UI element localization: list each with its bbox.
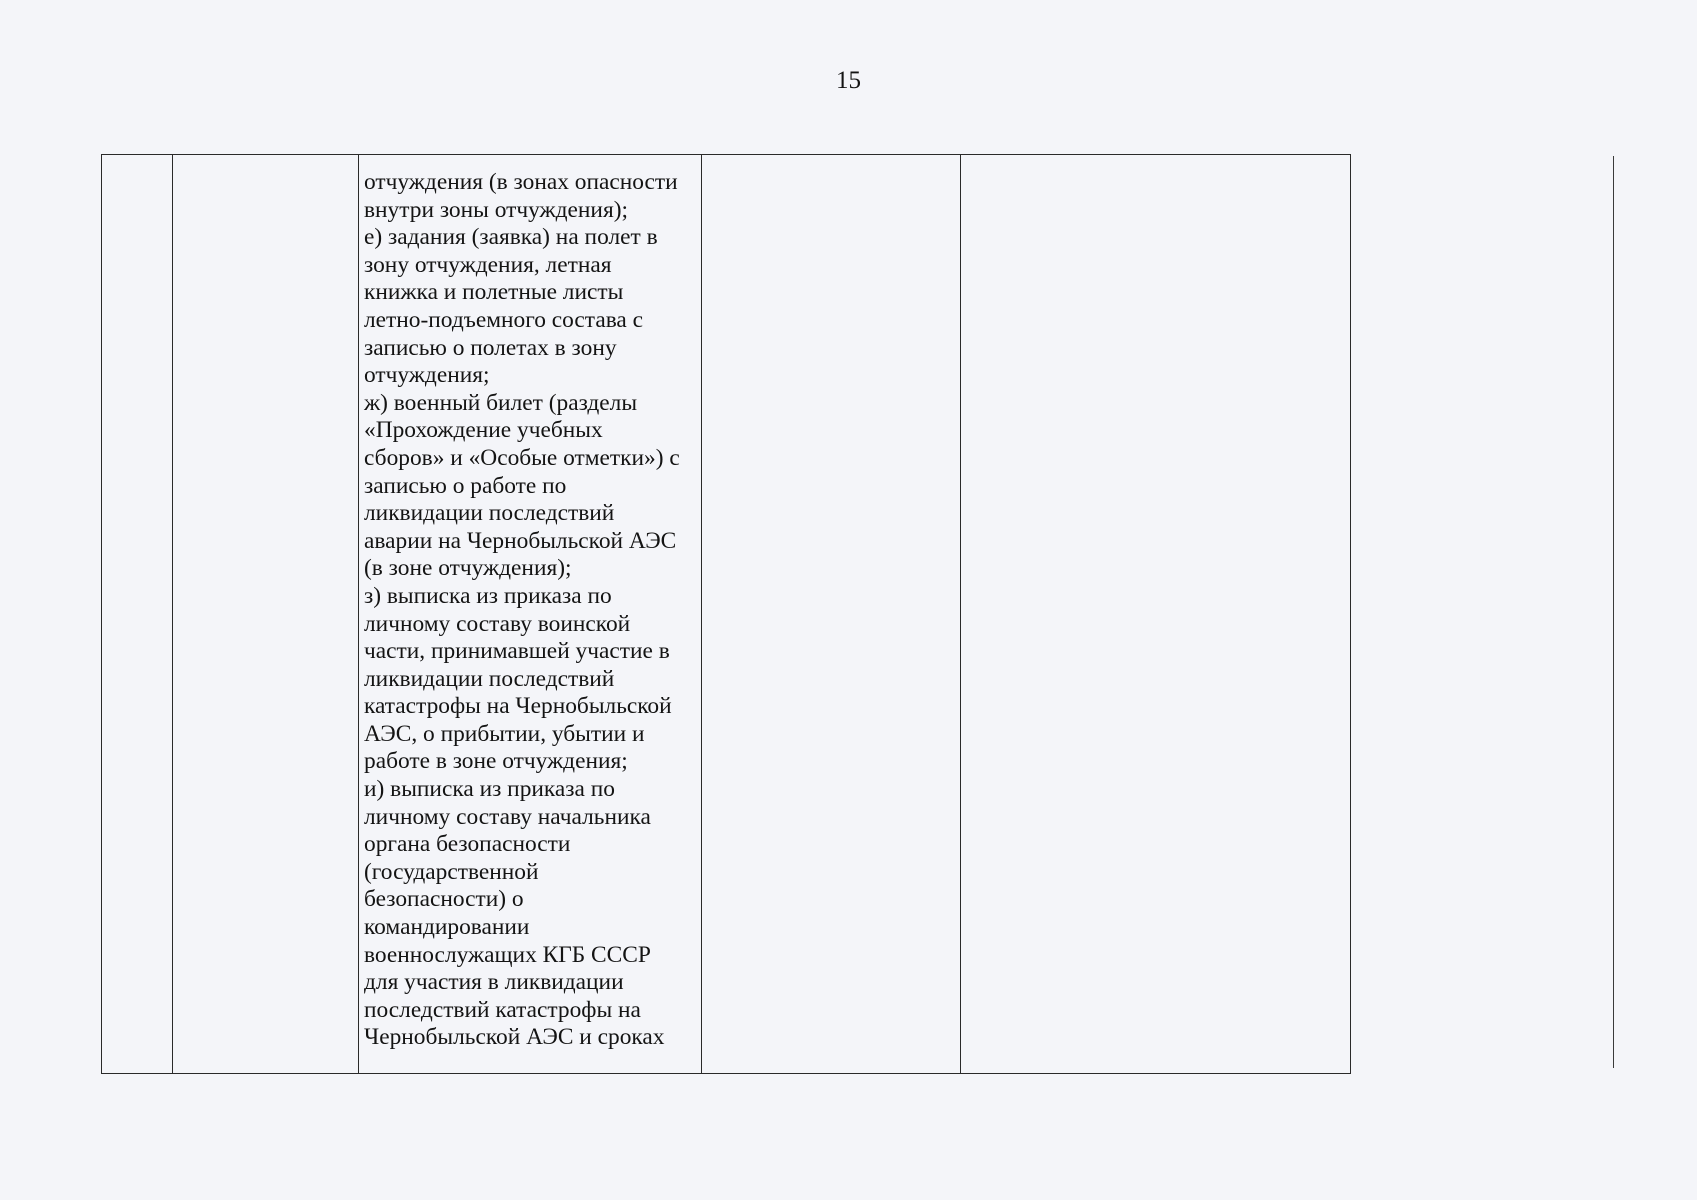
right-margin-line	[1613, 156, 1614, 1068]
text-line: и) выписка из приказа по	[364, 776, 615, 803]
document-table	[101, 154, 1351, 1074]
text-line: записью о работе по	[364, 472, 567, 499]
cell-text	[173, 155, 358, 169]
page-number: 15	[836, 67, 861, 94]
cell-text	[702, 155, 960, 169]
table-cell-documents	[359, 155, 702, 1074]
text-line: внутри зоны отчуждения);	[364, 196, 628, 223]
text-line: «Прохождение учебных	[364, 417, 603, 444]
text-line: отчуждения;	[364, 362, 490, 389]
text-line: для участия в ликвидации	[364, 969, 624, 996]
cell-text	[961, 155, 1350, 169]
text-line: личному составу воинской	[364, 610, 631, 637]
text-line: ликвидации последствий	[364, 500, 615, 527]
text-line: е) задания (заявка) на полет в	[364, 224, 658, 251]
text-line: ликвидации последствий	[364, 665, 615, 692]
text-line: военнослужащих КГБ СССР	[364, 941, 651, 968]
table-cell-column-5	[961, 155, 1351, 1074]
text-line: з) выписка из приказа по	[364, 582, 612, 609]
text-line: сборов» и «Особые отметки») с	[364, 444, 680, 471]
text-line: работе в зоне отчуждения;	[364, 748, 628, 775]
text-line: ж) военный билет (разделы	[364, 389, 638, 416]
text-line: (государственной	[364, 858, 539, 885]
table-row	[102, 155, 1351, 1074]
text-line: части, принимавшей участие в	[364, 638, 670, 665]
text-line: отчуждения (в зонах опасности	[364, 169, 678, 195]
text-line: (в зоне отчуждения);	[364, 555, 572, 582]
text-line: записью о полетах в зону	[364, 334, 617, 361]
text-line: Чернобыльской АЭС и сроках	[364, 1024, 665, 1051]
text-line: летно-подъемного состава с	[364, 306, 644, 333]
text-line: катастрофы на Чернобыльской	[364, 693, 672, 720]
text-line: командировании	[364, 914, 530, 941]
text-line: органа безопасности	[364, 831, 571, 858]
text-line: последствий катастрофы на	[364, 996, 641, 1023]
text-line: безопасности) о	[364, 886, 524, 913]
text-line: зону отчуждения, летная	[364, 251, 612, 278]
text-line: личному составу начальника	[364, 803, 651, 830]
text-line: книжка и полетные листы	[364, 279, 624, 306]
cell-text	[359, 155, 701, 1052]
text-line: аварии на Чернобыльской АЭС	[364, 527, 677, 554]
table-cell-category	[173, 155, 359, 1074]
table-cell-column-4	[702, 155, 961, 1074]
cell-text	[102, 155, 172, 169]
table-cell-number	[102, 155, 173, 1074]
text-line: АЭС, о прибытии, убытии и	[364, 720, 645, 747]
